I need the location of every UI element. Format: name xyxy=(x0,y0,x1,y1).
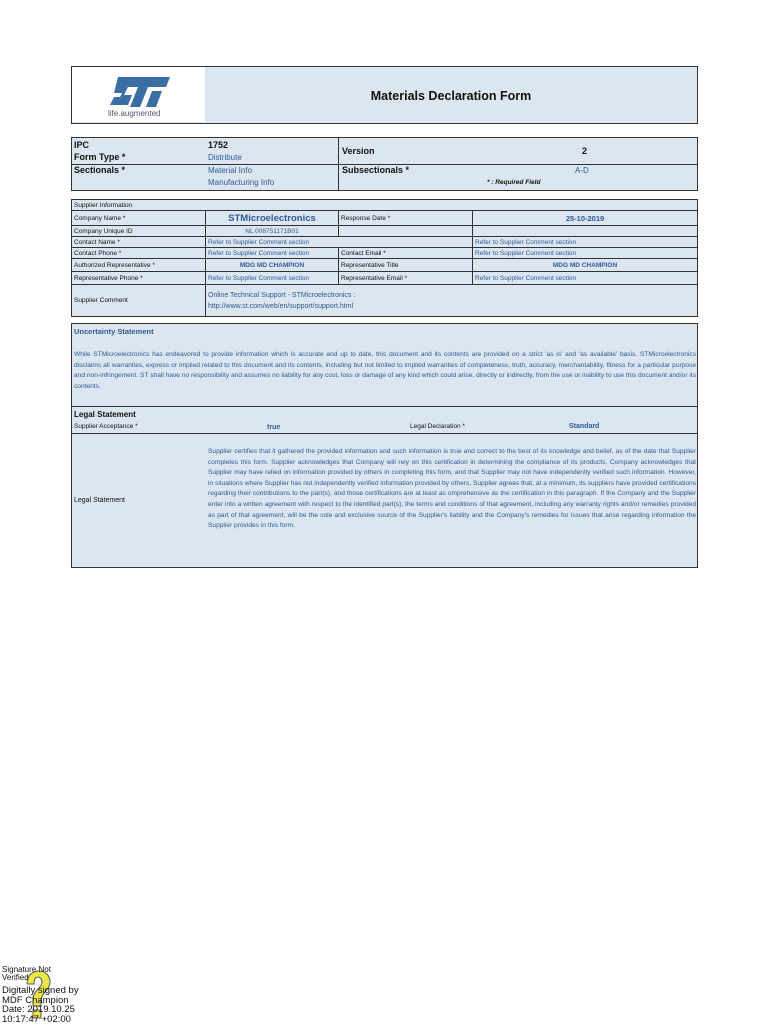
ipc-value: 1752 xyxy=(208,140,229,150)
legal-title: Legal Statement xyxy=(74,410,136,419)
ipc-label: IPC xyxy=(74,140,90,150)
auth-rep-label: Authorized Representative * xyxy=(72,259,206,272)
subsectionals-value: A-D xyxy=(575,166,589,175)
unique-id-value: NL 008751171B01 xyxy=(206,226,339,237)
acceptance-label: Supplier Acceptance * xyxy=(74,423,138,430)
table-row xyxy=(72,259,698,272)
logo xyxy=(72,67,205,122)
contact-phone-value: Refer to Supplier Comment section xyxy=(206,248,339,259)
contact-name-right-value: Refer to Supplier Comment section xyxy=(473,237,698,248)
version-label: Version xyxy=(342,146,375,156)
legal-statement-text: Supplier certifies that it gathered the provided information and such information is true and correct to the best of its knowledge and belief, as of the date that Supplier completes this form. Supplier acknowledges that Company will rely on this certification in determining the compliance of its products. Company acknowledges that Supplier may have relied on information provided by others in completing this form, and that Supplier may not have independently verified such information. However, in situations where Supplier has not independently verified information provided by others, Supplier agrees that, at a minimum, its suppliers have provided certifications regarding their contributions to the part(s), and those certifications are at least as omprehensive as the certification in this paragraph. If the Company and the Supplier enter into a written agreement with respect to the identified part(s), the terms and conditions of that agreement, including any warranty rights and/or remedies provided as part of that agreement, will be the sole and exclusive source of the Supplier's liability and the Company's remedies for issues that arise regarding information the Supplier provides in this form. xyxy=(208,448,696,530)
table-row xyxy=(72,237,698,248)
legal-statement-label: Legal Statement xyxy=(74,497,125,504)
response-date-label: Response Date * xyxy=(339,211,473,226)
rep-phone-value: Refer to Supplier Comment section xyxy=(206,272,339,285)
table-row xyxy=(72,285,698,317)
table-row xyxy=(72,200,698,211)
legal-statement-box xyxy=(71,433,698,568)
table-row xyxy=(72,211,698,226)
version-value: 2 xyxy=(582,146,588,156)
st-logo-icon xyxy=(108,75,174,109)
uncertainty-box xyxy=(71,323,698,407)
signature-line: Digitally signed by xyxy=(2,985,79,996)
response-date-value: 25-10-2019 xyxy=(473,211,698,226)
supplier-comment-label: Supplier Comment xyxy=(72,285,206,317)
auth-rep-value: MDG MD CHAMPION xyxy=(206,259,339,272)
contact-name-value: Refer to Supplier Comment section xyxy=(206,237,473,248)
rep-title-value: MDG MD CHAMPION xyxy=(473,259,698,272)
sectionals-value-1: Material Info xyxy=(208,166,253,175)
uncertainty-text: While STMicroelectronics has endeavored to provide information which is accurate and up to date, this document and its contents are provided on a strict 'as is' and 'as available' basis. STMicroelectronics disclaims all warranties, express or implied related to this document and its contents, including but not limited to implied warranties of completeness, truth, accuracy, merchantability, fitness for a particular purpose and non-infringement. ST shall have no responsibility and assumes no liability for any cost, loss or damage of any kind which could arise, directly or indirectly, from the use or inability to use this document and/or its contents. xyxy=(74,351,696,390)
contact-email-label: Contact Email * xyxy=(339,248,473,259)
signature-line: Date: 2019.10.25 xyxy=(2,1004,75,1015)
signature-line: 10:17:47 +02:00 xyxy=(2,1013,71,1025)
comment-line-2[interactable]: http://www.st.com/web/en/support/support.html xyxy=(208,302,354,310)
rep-email-value: Refer to Supplier Comment section xyxy=(473,272,698,285)
signature-details xyxy=(2,986,79,1024)
contact-phone-label: Contact Phone * xyxy=(72,248,206,259)
signature-status: Signature Not Verified xyxy=(2,965,51,982)
acceptance-value: true xyxy=(267,424,281,431)
subsectionals-label: Subsectionals * xyxy=(342,165,410,175)
contact-email-value: Refer to Supplier Comment section xyxy=(473,248,698,259)
sectionals-label: Sectionals * xyxy=(74,165,126,175)
table-row xyxy=(72,226,698,237)
header-box xyxy=(71,66,698,124)
sectionals-value-2: Manufacturing Info xyxy=(208,178,275,187)
page-title: Materials Declaration Form xyxy=(370,89,532,103)
rep-phone-label: Representative Phone * xyxy=(72,272,206,285)
declaration-label: Legal Declaration * xyxy=(410,423,465,430)
table-row xyxy=(72,248,698,259)
table-row xyxy=(72,272,698,285)
company-name-label: Company Name * xyxy=(72,211,206,226)
form-type-value: Distribute xyxy=(208,153,242,162)
rep-title-label: Representative Title xyxy=(339,259,473,272)
unique-id-label: Company Unique ID xyxy=(72,226,206,237)
form-type-label: Form Type * xyxy=(74,152,126,162)
contact-name-label: Contact Name * xyxy=(72,237,206,248)
legal-header-box xyxy=(71,406,698,434)
declaration-value: Standard xyxy=(569,423,600,430)
signature-block xyxy=(2,966,122,1024)
supplier-section-title: Supplier Information xyxy=(72,200,698,211)
rep-email-label: Representative Email * xyxy=(339,272,473,285)
logo-tagline: life.augmented xyxy=(108,109,161,118)
signature-line: MDF Champion xyxy=(2,994,69,1006)
company-name-value: STMicroelectronics xyxy=(206,211,339,226)
form-info-box xyxy=(71,137,698,191)
comment-line-1: Online Technical Support - STMicroelectronics : xyxy=(208,291,356,299)
supplier-comment-value xyxy=(206,285,698,317)
required-field-note: * : Required Field xyxy=(487,179,541,186)
supplier-info-table xyxy=(71,199,698,317)
uncertainty-title: Uncertainty Statement xyxy=(74,327,154,336)
